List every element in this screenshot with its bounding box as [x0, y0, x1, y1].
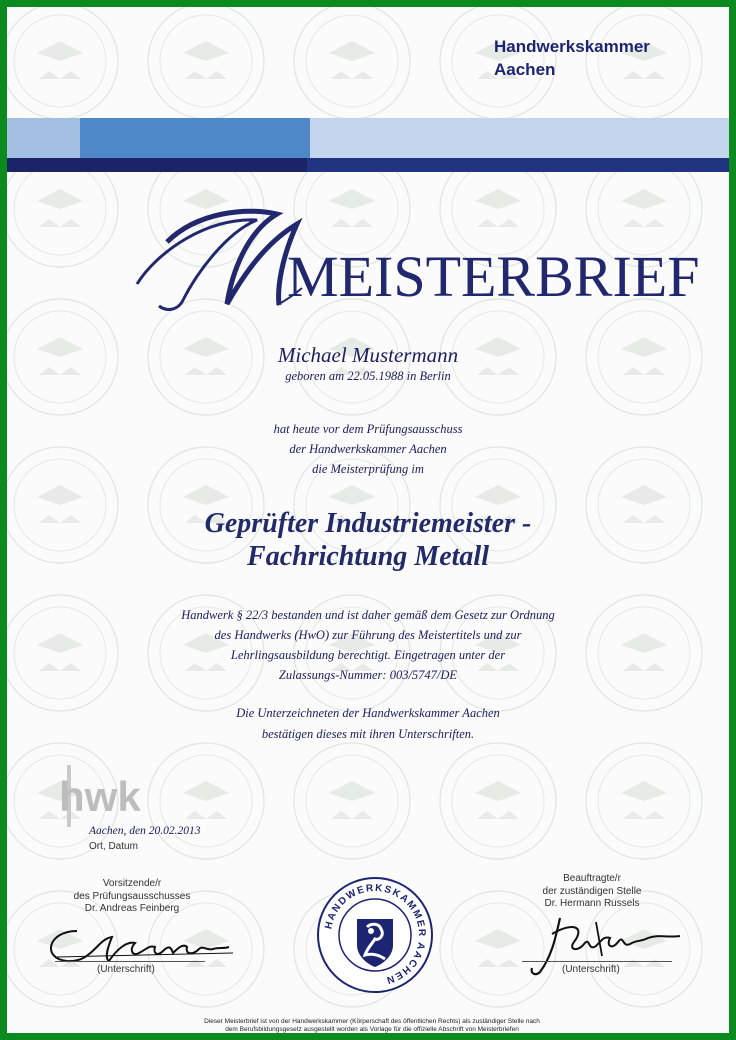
body-line: Handwerk § 22/3 bestanden und ist daher gemäß dem Gesetz zur Ordnung [181, 608, 555, 622]
org-name-line2: Aachen [494, 60, 556, 79]
intro-line: die Meisterprüfung im [312, 462, 424, 476]
signatory-right-role: Beauftragte/r [563, 873, 621, 884]
body-line: Zulassungs-Nummer: 003/5747/DE [278, 668, 458, 682]
intro-line: hat heute vor dem Prüfungsausschuss [273, 422, 463, 436]
confirm-line: Die Unterzeichneten der Handwerkskammer Aachen [236, 706, 500, 720]
certificate-title [127, 202, 700, 317]
intro-line: der Handwerkskammer Aachen [289, 442, 447, 456]
body-text [7, 605, 729, 685]
place-date-label: Ort, Datum [89, 841, 138, 852]
intro-text [7, 419, 729, 479]
body-line: Lehrlingsausbildung berechtigt. Eingetragen unter der [230, 648, 506, 662]
signature-left [37, 919, 237, 967]
title-text: MEISTERBRIEF [287, 244, 700, 309]
body-line: des Handwerks (HwO) zur Führung des Meistertitels und zur [214, 628, 522, 642]
org-name [494, 35, 650, 81]
signatory-left [47, 878, 217, 916]
footnote-line: Dieser Meisterbrief ist von der Handwerkskammer (Körperschaft des öffentlichen Rechts) als zuständiger Stelle nach [204, 1018, 540, 1025]
header-band-blue [80, 118, 310, 158]
degree-line: Fachrichtung Metall [247, 541, 489, 572]
signatory-right [512, 873, 672, 911]
signatory-right-name: Dr. Hermann Russels [544, 898, 640, 909]
signatory-right-role2: der zuständigen Stelle [542, 885, 642, 897]
recipient-name: Michael Mustermann [277, 343, 459, 367]
signatory-left-role: Vorsitzende/r [102, 878, 162, 889]
hwk-logo [55, 759, 157, 831]
place-date: Aachen, den 20.02.2013 [89, 825, 201, 837]
header-band-mid [7, 118, 80, 158]
signatory-left-role2: des Prüfungsausschusses [73, 890, 191, 902]
birth-line: geboren am 22.05.1988 in Berlin [285, 369, 451, 383]
certificate-sheet [7, 7, 729, 1033]
hwk-logo-text: hwk [59, 773, 141, 820]
signature-left-caption: (Unterschrift) [97, 964, 155, 975]
degree-title [7, 507, 729, 573]
org-name-line1: Handwerkskammer [494, 37, 650, 56]
seal-ring-text: HANDWERKSKAMMER AACHEN [323, 882, 428, 986]
degree-line: Geprüfter Industriemeister - [204, 508, 532, 539]
signature-right-caption: (Unterschrift) [562, 964, 620, 975]
signature-right-line [522, 961, 672, 962]
signature-left-line [55, 961, 205, 962]
footnote-line: dem Berufsbildungsgesetz ausgestellt worden als Vorlage für die offizielle Abschrift von Meisterbriefen [225, 1026, 519, 1033]
official-seal [315, 875, 435, 995]
header-band-dark-right [307, 158, 729, 172]
confirmation-text [7, 703, 729, 745]
footnote [157, 1018, 587, 1034]
confirm-line: bestätigen dieses mit ihren Unterschriften. [261, 727, 475, 741]
signatory-left-name: Dr. Andreas Feinberg [84, 903, 180, 914]
